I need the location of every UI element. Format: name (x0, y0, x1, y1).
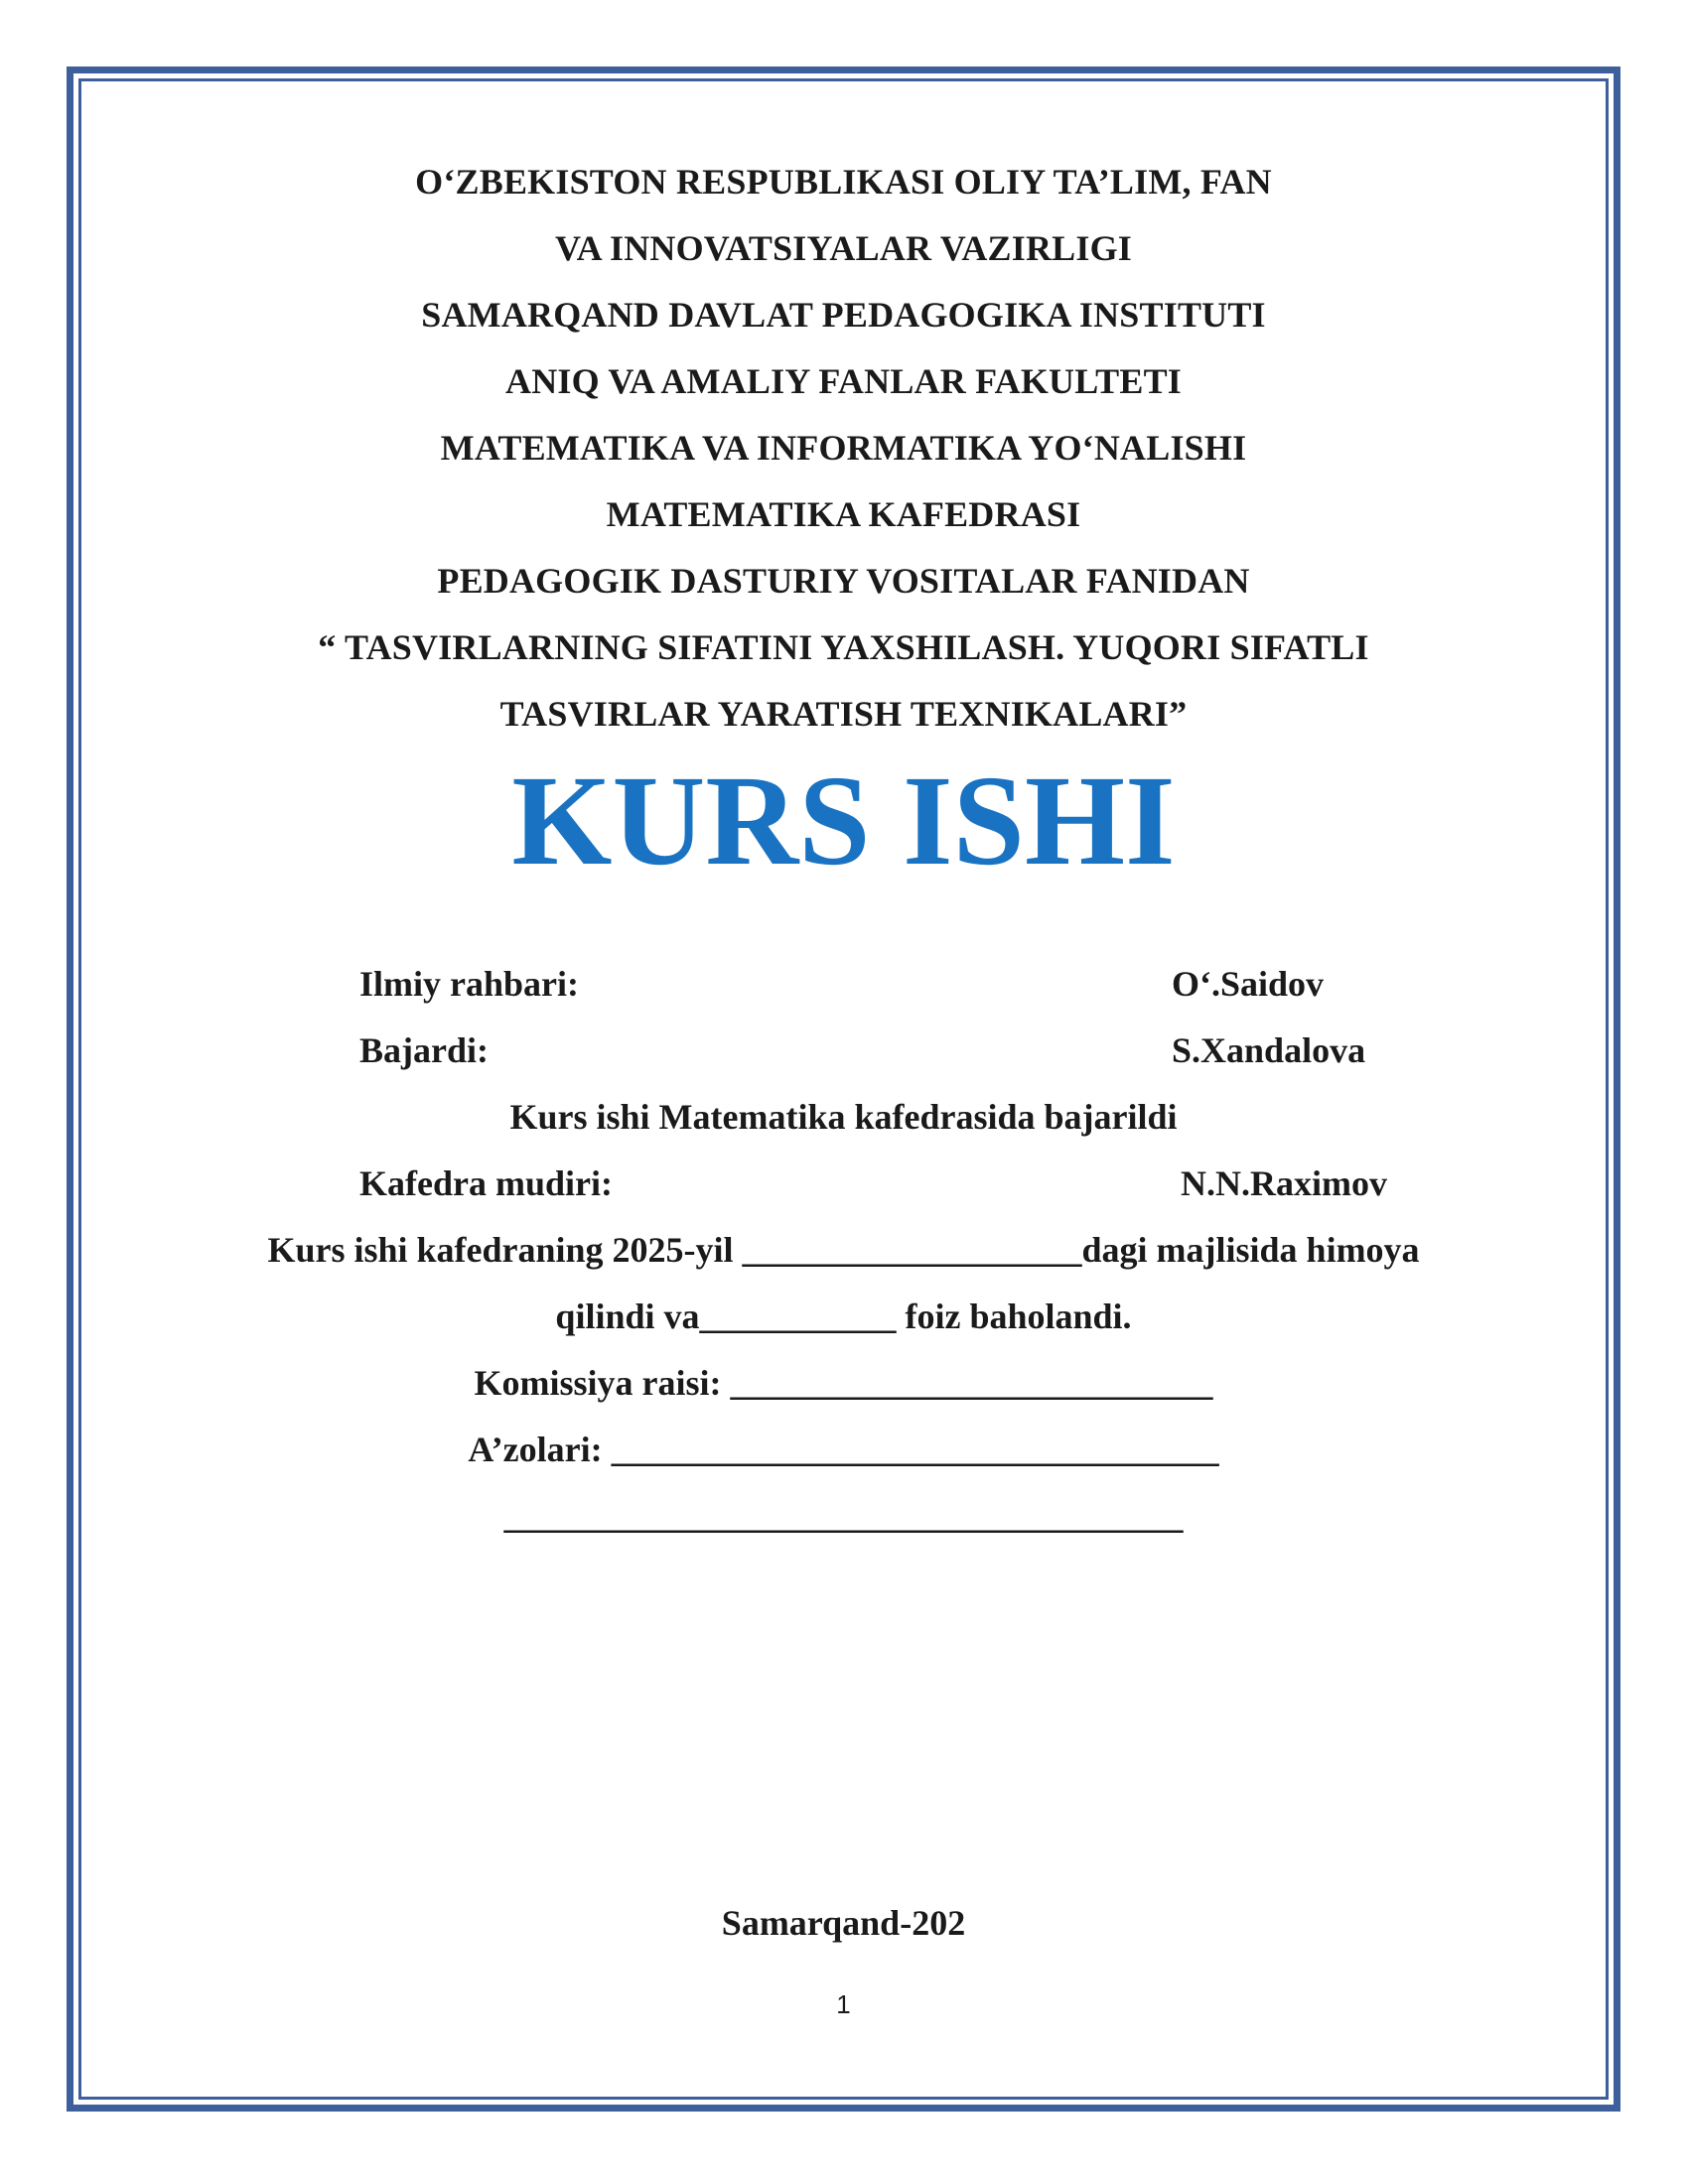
performer-label: Bajardi: (359, 1030, 489, 1070)
topic-line: TASVIRLAR YARATISH TEXNIKALARI” (499, 694, 1188, 734)
commission-chair-line: Komissiya raisi: ___________________________ (474, 1363, 1213, 1403)
defense-line: Kurs ishi kafedraning 2025-yil ___________________dagi majlisida himoya (267, 1230, 1420, 1270)
header-line: VA INNOVATSIYALAR VAZIRLIGI (555, 228, 1132, 268)
header-line: ANIQ VA AMALIY FANLAR FAKULTETI (505, 361, 1182, 401)
header-line: O‘ZBEKISTON RESPUBLIKASI OLIY TA’LIM, FAN (415, 162, 1272, 202)
topic-line: “ TASVIRLARNING SIFATINI YAXSHILASH. YUQORI SIFATLI (318, 627, 1369, 667)
completed-note: Kurs ishi Matematika kafedrasida bajarildi (509, 1097, 1178, 1137)
head-name: N.N.Raximov (1181, 1163, 1387, 1203)
header-line: MATEMATIKA KAFEDRASI (606, 494, 1081, 534)
city-year: Samarqand-202 (721, 1903, 966, 1943)
defense-line: qilindi va___________ foiz baholandi. (555, 1297, 1132, 1336)
supervisor-label: Ilmiy rahbari: (359, 964, 579, 1004)
title-page (81, 81, 1606, 2097)
head-label: Kafedra mudiri: (359, 1163, 613, 1203)
header-line: MATEMATIKA VA INFORMATIKA YO‘NALISHI (440, 428, 1247, 468)
members-extra-line: ______________________________________ (503, 1496, 1184, 1536)
performer-name: S.Xandalova (1172, 1030, 1366, 1070)
institution-header (81, 149, 1606, 748)
header-line: PEDAGOGIK DASTURIY VOSITALAR FANIDAN (437, 561, 1250, 601)
supervisor-name: O‘.Saidov (1172, 964, 1325, 1004)
page-number: 1 (836, 1989, 851, 2019)
document-title: KURS ISHI (511, 750, 1176, 892)
members-line: A’zolari: __________________________________ (468, 1430, 1219, 1469)
header-line: SAMARQAND DAVLAT PEDAGOGIKA INSTITUTI (421, 295, 1266, 335)
